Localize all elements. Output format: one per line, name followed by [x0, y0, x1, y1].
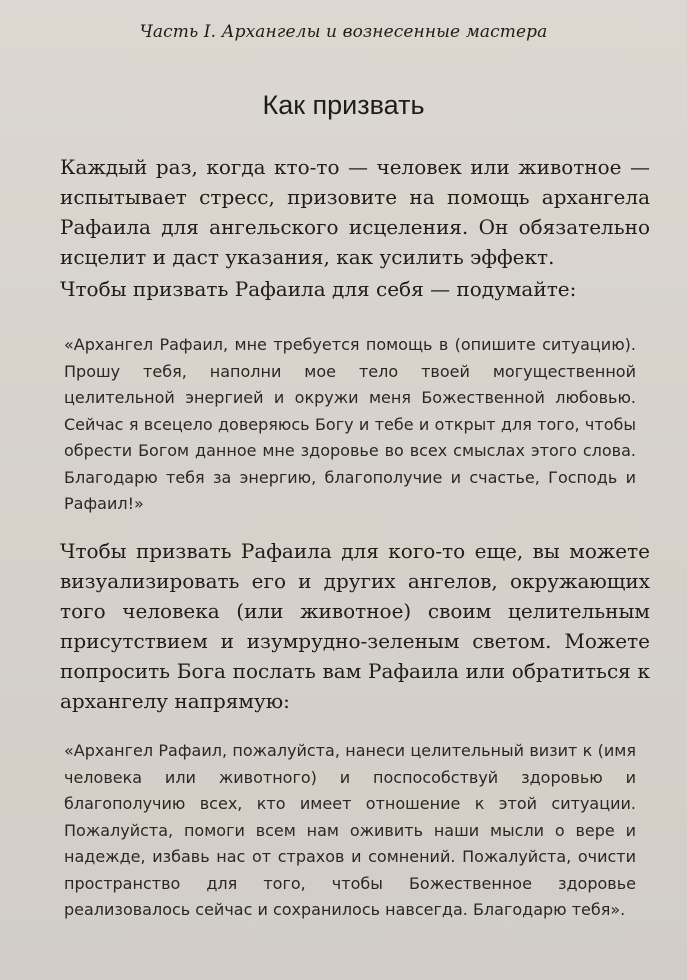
paragraph-intro: Каждый раз, когда кто-то — человек или животное — испытывает стресс, призовите на помощь архангела Рафаила для ангельского исцеления. Он обязательно исцелит и даст указания, как усилить эффект. — [60, 155, 650, 269]
running-header: Часть I. Архангелы и вознесенные мастера — [139, 22, 548, 42]
paragraph-call-self: Чтобы призвать Рафаила для себя — подумайте: — [60, 277, 577, 301]
paragraph-call-others: Чтобы призвать Рафаила для кого-то еще, вы можете визуализировать его и других ангелов, окружающих того человека (или животное) своим целительным присутствием и изумрудно-зеленым светом. Можете попросить Бога послать вам Рафаила или обратиться к архангелу напрямую: — [60, 539, 650, 713]
prayer-quote-self: «Архангел Рафаил, мне требуется помощь в (опишите ситуацию). Прошу тебя, наполни мое тело твоей могущественной целительной энергией и окружи меня Божественной любовью. Сейчас я всецело доверяюсь Богу и тебе и открыт для того, чтобы обрести Богом данное мне здоровье во всех смыслах этого слова. Благодарю тебя за энергию, благополучие и счастье, Господь и Рафаил!» — [64, 335, 636, 513]
section-title: Как призвать — [262, 90, 425, 120]
prayer-quote-others: «Архангел Рафаил, пожалуйста, нанеси целительный визит к (имя человека или животного) и поспособствуй здоровью и благополучию всех, кто имеет отношение к этой ситуации. Пожалуйста, помоги всем нам оживить наши мысли о вере и надежде, избавь нас от страхов и сомнений. Пожалуйста, очисти пространство для того, чтобы Божественное здоровье реализовалось сейчас и сохранилось навсегда. Благодарю тебя». — [64, 741, 636, 919]
